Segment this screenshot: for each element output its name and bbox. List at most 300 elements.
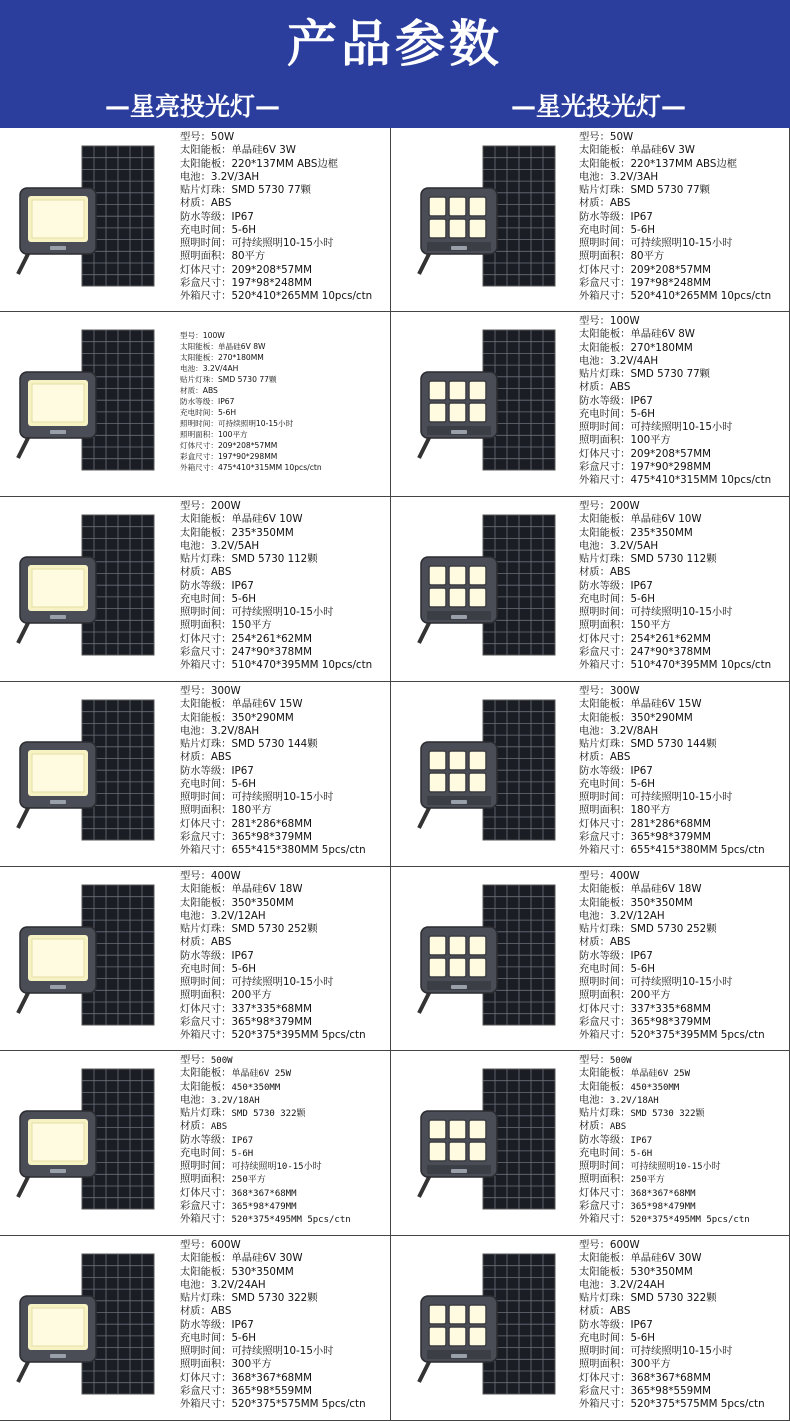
spec-value: 单晶硅6V 15W [630, 698, 702, 711]
spec-line-model [579, 1239, 765, 1252]
spec-line-area [579, 1358, 765, 1371]
spec-line-panel_size [579, 158, 771, 171]
spec-value: 368*367*68MM [630, 1371, 711, 1384]
spec-line-battery [579, 355, 771, 368]
spec-line-lighting [180, 1160, 351, 1173]
spec-line-material [180, 197, 372, 210]
spec-value: ABS [609, 381, 631, 394]
spec-label: 太阳能板： [180, 513, 232, 526]
spec-label: 型号： [579, 1054, 610, 1066]
spec-list [579, 1239, 765, 1411]
spec-value: 5-6H [630, 1331, 656, 1344]
spec-value: IP67 [630, 210, 653, 223]
spec-line-waterproof [180, 765, 366, 778]
spec-line-led [180, 1292, 366, 1305]
product-illustration [10, 881, 160, 1031]
spec-label: 太阳能板： [579, 144, 631, 157]
spec-label: 外箱尺寸： [180, 290, 232, 302]
spec-label: 照明时间： [579, 1160, 631, 1172]
spec-line-battery [180, 363, 322, 374]
spec-label: 贴片灯珠： [180, 553, 232, 565]
spec-line-area [180, 250, 372, 263]
spec-label: 型号： [180, 500, 211, 512]
spec-line-waterproof [579, 395, 771, 408]
spec-label: 太阳能板： [579, 1067, 631, 1080]
spec-line-model [180, 870, 366, 883]
spec-line-battery [579, 171, 771, 184]
spec-line-panel_size [180, 897, 366, 910]
spec-label: 防水等级： [579, 210, 631, 223]
spec-line-body_size [579, 264, 771, 277]
spec-cell-left [0, 128, 391, 312]
spec-label: 外箱尺寸： [579, 1213, 631, 1225]
spec-value: 5-6H [630, 592, 656, 605]
spec-value: 365*98*479MM [630, 1201, 696, 1212]
spec-line-waterproof [579, 1134, 750, 1147]
product-illustration [411, 881, 561, 1031]
spec-value: 5-6H [630, 407, 656, 420]
spec-line-body_size [579, 1003, 765, 1016]
spec-value: SMD 5730 144颗 [231, 738, 318, 750]
spec-value: 100W [202, 331, 225, 340]
spec-line-panel [579, 698, 765, 711]
spec-label: 材质： [579, 381, 610, 394]
spec-value: ABS [609, 566, 631, 579]
page-title: 产品参数 [287, 15, 503, 73]
spec-value: 197*90*298MM [217, 452, 278, 461]
spec-label: 彩盒尺寸： [180, 1015, 232, 1028]
spec-list [579, 1054, 750, 1226]
spec-label: 型号： [180, 331, 203, 340]
spec-label: 灯体尺寸： [180, 632, 232, 645]
spec-line-charge [180, 407, 322, 418]
spec-value: IP67 [217, 397, 235, 406]
spec-line-box_size [180, 451, 322, 462]
spec-label: 照明时间： [180, 419, 218, 428]
spec-line-battery [180, 910, 366, 923]
spec-line-material [180, 1305, 366, 1318]
spec-label: 照明时间： [180, 791, 232, 803]
spec-line-carton [180, 659, 372, 672]
spec-line-lighting [579, 421, 771, 434]
spec-label: 彩盒尺寸： [180, 830, 232, 843]
spec-value: 5-6H [231, 592, 257, 605]
spec-label: 彩盒尺寸： [579, 276, 631, 289]
spec-label: 电池： [579, 539, 610, 552]
spec-value: 209*208*57MM [231, 263, 312, 276]
spec-label: 太阳能板： [579, 1252, 631, 1265]
spec-line-box_size [579, 831, 765, 844]
spec-value: 100W [609, 315, 640, 327]
spec-line-charge [579, 408, 771, 421]
spec-line-battery [180, 1279, 366, 1292]
spec-line-battery [579, 910, 765, 923]
product-illustration [10, 1250, 160, 1400]
spec-line-body_size [180, 440, 322, 451]
spec-line-model [180, 1239, 366, 1252]
spec-value: 3.2V/3AH [210, 170, 260, 183]
spec-value: ABS [609, 1122, 627, 1133]
spec-value: ABS [210, 1305, 232, 1318]
spec-line-area [579, 619, 771, 632]
spec-value: 220*137MM ABS边框 [231, 157, 339, 170]
spec-cell-right [390, 682, 790, 867]
spec-line-carton [579, 1398, 765, 1411]
spec-label: 材质： [579, 1305, 610, 1318]
spec-value: 365*98*379MM [231, 1015, 312, 1028]
spec-label: 电池： [180, 1278, 211, 1291]
spec-label: 电池： [180, 364, 203, 373]
spec-line-waterproof [579, 950, 765, 963]
spec-line-panel [579, 1067, 750, 1080]
spec-line-area [579, 1173, 750, 1186]
spec-line-battery [180, 171, 372, 184]
product-illustration [411, 142, 561, 292]
spec-line-body_size [180, 1372, 366, 1385]
spec-value: 510*470*395MM 10pcs/ctn [231, 659, 373, 671]
spec-value: 500W [210, 1056, 233, 1066]
spec-line-lighting [180, 606, 372, 619]
spec-line-led [180, 923, 366, 936]
spec-value: 可持续照明10-15小时 [630, 791, 733, 803]
spec-value: 3.2V/24AH [210, 1278, 266, 1291]
spec-value: SMD 5730 77颗 [630, 184, 710, 196]
spec-label: 太阳能板： [180, 157, 232, 170]
spec-list [180, 330, 322, 473]
spec-line-area [579, 250, 771, 263]
spec-label: 防水等级： [579, 579, 631, 592]
spec-label: 照明时间： [579, 421, 631, 433]
product-illustration [10, 511, 160, 661]
spec-line-box_size [579, 1385, 765, 1398]
spec-label: 材质： [180, 1305, 211, 1318]
spec-cell-left [0, 867, 391, 1051]
spec-label: 贴片灯珠： [180, 738, 232, 750]
spec-line-panel [180, 144, 372, 157]
spec-cell-right [390, 497, 790, 682]
spec-label: 太阳能板： [180, 526, 232, 539]
spec-label: 型号： [180, 1239, 211, 1251]
spec-line-panel_size [579, 527, 771, 540]
spec-label: 贴片灯珠： [180, 184, 232, 196]
spec-label: 太阳能板： [180, 1067, 232, 1080]
spec-value: 247*90*378MM [231, 645, 312, 658]
spec-value: 可持续照明10-15小时 [630, 976, 733, 988]
spec-value: 5-6H [630, 962, 656, 975]
spec-label: 型号： [579, 315, 610, 327]
spec-cell-right [390, 1236, 790, 1421]
spec-line-box_size [579, 1200, 750, 1213]
spec-list [579, 131, 771, 303]
spec-value: 80平方 [231, 250, 266, 263]
spec-label: 防水等级： [180, 1318, 232, 1331]
spec-value: 单晶硅6V 3W [630, 144, 695, 157]
spec-line-charge [180, 224, 372, 237]
spec-value: 250平方 [231, 1175, 266, 1186]
spec-value: SMD 5730 322颗 [630, 1292, 717, 1304]
spec-label: 型号： [579, 870, 610, 882]
spec-value: 368*367*68MM [231, 1371, 312, 1384]
spec-line-charge [579, 224, 771, 237]
spec-label: 贴片灯珠： [579, 184, 631, 196]
spec-value: 655*415*380MM 5pcs/ctn [630, 844, 765, 856]
spec-value: 520*375*395MM 5pcs/ctn [231, 1029, 366, 1041]
spec-label: 太阳能板： [579, 698, 631, 711]
spec-line-panel [579, 1252, 765, 1265]
spec-value: IP67 [231, 210, 254, 223]
spec-label: 灯体尺寸： [180, 1002, 232, 1015]
spec-label: 外箱尺寸： [579, 290, 631, 302]
header-banner [0, 0, 790, 128]
spec-label: 照明面积： [180, 430, 218, 439]
spec-label: 彩盒尺寸： [180, 1384, 232, 1397]
spec-value: 520*375*495MM 5pcs/ctn [630, 1215, 750, 1225]
spec-line-battery [180, 540, 372, 553]
product-illustration [411, 326, 561, 476]
spec-line-panel_size [579, 342, 771, 355]
spec-line-waterproof [180, 396, 322, 407]
spec-cell-right [390, 867, 790, 1051]
spec-value: 365*98*559MM [231, 1384, 312, 1397]
spec-value: 5-6H [231, 223, 257, 236]
spec-value: 197*98*248MM [630, 276, 711, 289]
spec-label: 电池： [180, 909, 211, 922]
spec-value: 235*350MM [630, 526, 693, 539]
spec-label: 电池： [579, 354, 610, 367]
spec-value: 220*137MM ABS边框 [630, 157, 738, 170]
spec-label: 电池： [579, 724, 610, 737]
spec-label: 材质： [579, 751, 610, 764]
spec-line-lighting [579, 606, 771, 619]
spec-value: 可持续照明10-15小时 [231, 791, 334, 803]
spec-label: 型号： [579, 685, 610, 697]
spec-label: 材质： [579, 936, 610, 949]
spec-line-panel_size [579, 1081, 750, 1094]
spec-line-area [180, 1358, 366, 1371]
spec-label: 充电时间： [579, 1331, 631, 1344]
product-illustration [411, 696, 561, 846]
spec-line-led [180, 374, 322, 385]
spec-label: 太阳能板： [180, 144, 232, 157]
spec-line-area [180, 989, 366, 1002]
spec-value: 单晶硅6V 30W [231, 1252, 303, 1265]
spec-label: 型号： [180, 685, 211, 697]
spec-label: 照明时间： [180, 1160, 232, 1172]
spec-label: 彩盒尺寸： [180, 276, 232, 289]
spec-label: 充电时间： [180, 1331, 232, 1344]
spec-label: 灯体尺寸： [180, 441, 218, 450]
spec-line-charge [579, 1147, 750, 1160]
spec-value: 单晶硅6V 18W [231, 883, 303, 896]
spec-list [180, 1054, 351, 1226]
spec-label: 电池： [180, 170, 211, 183]
spec-line-led [579, 184, 771, 197]
spec-label: 照明面积： [180, 250, 232, 263]
spec-label: 太阳能板： [579, 896, 631, 909]
spec-value: 可持续照明10-15小时 [231, 237, 334, 249]
spec-value: IP67 [630, 764, 653, 777]
spec-line-box_size [579, 646, 771, 659]
spec-label: 彩盒尺寸： [579, 1015, 631, 1028]
spec-cell-left [0, 1236, 391, 1421]
spec-value: 475*410*315MM 10pcs/ctn [630, 474, 772, 486]
spec-line-material [579, 751, 765, 764]
spec-label: 材质： [579, 197, 610, 210]
spec-line-material [579, 381, 771, 394]
spec-value: 520*375*395MM 5pcs/ctn [630, 1029, 765, 1041]
spec-value: 50W [210, 131, 235, 143]
spec-line-material [180, 385, 322, 396]
spec-line-panel_size [579, 712, 765, 725]
spec-label: 防水等级： [180, 1133, 232, 1146]
spec-value: 200W [609, 500, 640, 512]
spec-label: 太阳能板： [180, 896, 232, 909]
spec-value: 300W [210, 685, 241, 697]
left-series-title: —星亮投光灯— [105, 92, 281, 121]
spec-value: 520*410*265MM 10pcs/ctn [231, 290, 373, 302]
right-series-title: —星光投光灯— [511, 92, 687, 121]
spec-value: 368*367*68MM [231, 1188, 297, 1199]
spec-value: IP67 [231, 949, 254, 962]
spec-line-material [180, 936, 366, 949]
spec-line-led [579, 738, 765, 751]
spec-label: 充电时间： [579, 1146, 631, 1159]
spec-line-box_size [579, 277, 771, 290]
spec-label: 充电时间： [579, 962, 631, 975]
spec-value: SMD 5730 322颗 [231, 1109, 306, 1119]
spec-label: 充电时间： [180, 1146, 232, 1159]
spec-label: 照明面积： [579, 989, 631, 1002]
spec-label: 充电时间： [180, 408, 218, 417]
spec-line-area [180, 619, 372, 632]
spec-list [579, 685, 765, 857]
spec-line-carton [180, 1398, 366, 1411]
spec-line-area [180, 1173, 351, 1186]
spec-value: 600W [609, 1239, 640, 1251]
spec-value: 可持续照明10-15小时 [231, 1162, 322, 1172]
spec-label: 太阳能板： [180, 711, 232, 724]
spec-value: 100平方 [217, 430, 248, 439]
spec-line-charge [579, 593, 771, 606]
spec-line-body_size [579, 1372, 765, 1385]
spec-value: IP67 [630, 949, 653, 962]
spec-line-led [180, 553, 372, 566]
spec-value: IP67 [630, 1318, 653, 1331]
spec-line-box_size [180, 1385, 366, 1398]
spec-label: 防水等级： [579, 1318, 631, 1331]
spec-value: ABS [609, 751, 631, 764]
spec-label: 外箱尺寸： [579, 474, 631, 486]
spec-value: 281*286*68MM [630, 817, 711, 830]
spec-value: 180平方 [231, 804, 272, 817]
spec-label: 充电时间： [579, 592, 631, 605]
spec-value: 365*98*379MM [630, 1015, 711, 1028]
spec-value: 50W [609, 131, 634, 143]
spec-value: 5-6H [231, 777, 257, 790]
spec-label: 材质： [180, 1120, 211, 1133]
spec-value: 200平方 [630, 989, 671, 1002]
spec-label: 贴片灯珠： [180, 1107, 232, 1119]
spec-label: 灯体尺寸： [579, 263, 631, 276]
spec-line-panel [579, 883, 765, 896]
spec-value: 500W [609, 1056, 632, 1066]
spec-line-led [579, 1292, 765, 1305]
spec-label: 充电时间： [180, 592, 232, 605]
spec-label: 灯体尺寸： [579, 1002, 631, 1015]
spec-label: 防水等级： [180, 764, 232, 777]
spec-line-lighting [579, 976, 765, 989]
spec-line-model [180, 685, 366, 698]
spec-value: 单晶硅6V 18W [630, 883, 702, 896]
spec-line-charge [180, 963, 366, 976]
spec-line-battery [579, 1094, 750, 1107]
spec-list [579, 870, 765, 1042]
spec-value: 350*350MM [231, 896, 294, 909]
spec-value: 337*335*68MM [630, 1002, 711, 1015]
spec-line-panel_size [180, 352, 322, 363]
spec-line-panel [180, 698, 366, 711]
spec-line-panel_size [180, 158, 372, 171]
spec-line-material [579, 1305, 765, 1318]
spec-label: 灯体尺寸： [180, 263, 232, 276]
spec-label: 灯体尺寸： [579, 447, 631, 460]
spec-line-lighting [180, 976, 366, 989]
spec-line-led [579, 1107, 750, 1120]
spec-label: 电池： [180, 1093, 211, 1106]
spec-label: 外箱尺寸： [579, 1029, 631, 1041]
spec-line-lighting [579, 1345, 765, 1358]
spec-label: 照明时间： [180, 1345, 232, 1357]
spec-value: 520*375*575MM 5pcs/ctn [231, 1398, 366, 1410]
spec-line-charge [579, 963, 765, 976]
spec-value: 209*208*57MM [217, 441, 278, 450]
spec-value: IP67 [231, 1135, 254, 1146]
spec-label: 型号： [180, 870, 211, 882]
spec-label: 贴片灯珠： [579, 923, 631, 935]
spec-line-led [180, 1107, 351, 1120]
spec-line-carton [579, 659, 771, 672]
spec-line-body_size [579, 633, 771, 646]
spec-value: 600W [210, 1239, 241, 1251]
spec-line-panel [579, 328, 771, 341]
spec-label: 彩盒尺寸： [579, 460, 631, 473]
spec-list [579, 500, 771, 672]
spec-line-panel [180, 1252, 366, 1265]
spec-line-box_size [180, 277, 372, 290]
spec-value: 450*350MM [231, 1082, 281, 1093]
spec-label: 照明面积： [579, 250, 631, 263]
spec-list [579, 315, 771, 487]
spec-line-material [579, 936, 765, 949]
spec-line-waterproof [180, 580, 372, 593]
spec-label: 充电时间： [579, 777, 631, 790]
spec-label: 电池： [579, 1278, 610, 1291]
spec-line-material [180, 1120, 351, 1133]
spec-line-body_size [180, 264, 372, 277]
spec-value: 400W [609, 870, 640, 882]
spec-value: 197*90*298MM [630, 460, 711, 473]
spec-label: 外箱尺寸： [180, 1213, 232, 1225]
spec-value: 400W [210, 870, 241, 882]
spec-line-led [579, 923, 765, 936]
spec-label: 彩盒尺寸： [579, 1199, 631, 1212]
spec-value: 可持续照明10-15小时 [231, 606, 334, 618]
spec-line-model [579, 1054, 750, 1067]
spec-label: 充电时间： [180, 777, 232, 790]
spec-label: 电池： [579, 909, 610, 922]
product-illustration [411, 511, 561, 661]
spec-value: 350*290MM [231, 711, 294, 724]
